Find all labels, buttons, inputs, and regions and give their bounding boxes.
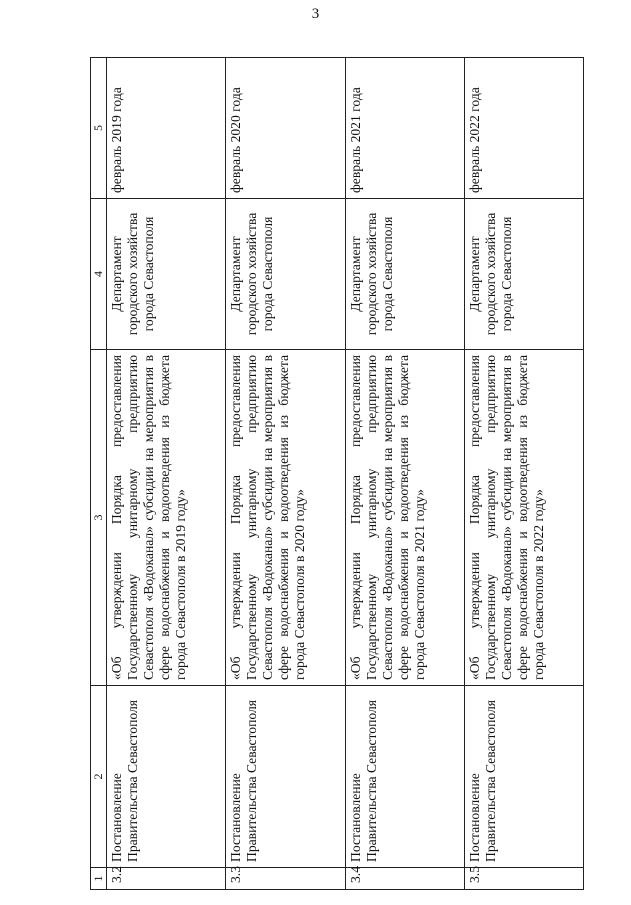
table-row bbox=[464, 58, 583, 890]
document-type: Постановление Правительства Севастополя bbox=[345, 686, 464, 868]
header-row bbox=[91, 58, 107, 890]
responsible-body: Департамент городского хозяйства города Севастополя bbox=[345, 199, 464, 350]
col-header-3: 3 bbox=[91, 350, 107, 686]
deadline: февраль 2022 года bbox=[464, 58, 583, 199]
document-title: «Об утверждении Порядка предоставления Государственному унитарному предприятию Севастополя «Водоканал» субсидии на мероприятия в сфере водоснабжения и водоотведения из бюджета города Севастополя в 2020 году» bbox=[226, 350, 345, 686]
table-row bbox=[226, 58, 345, 890]
col-header-2: 2 bbox=[91, 686, 107, 868]
deadline: февраль 2021 года bbox=[345, 58, 464, 199]
col-header-1: 1 bbox=[91, 868, 107, 890]
row-number: 3.5 bbox=[464, 868, 583, 890]
document-title: «Об утверждении Порядка предоставления Государственному унитарному предприятию Севастополя «Водоканал» субсидии на мероприятия в сфере водоснабжения и водоотведения из бюджета города Севастополя в 2021 году» bbox=[345, 350, 464, 686]
document-type: Постановление Правительства Севастополя bbox=[107, 686, 226, 868]
page-number: 3 bbox=[311, 6, 320, 22]
responsible-body: Департамент городского хозяйства города Севастополя bbox=[107, 199, 226, 350]
rotated-table-frame bbox=[90, 58, 584, 890]
row-number: 3.4 bbox=[345, 868, 464, 890]
table-row bbox=[345, 58, 464, 890]
responsible-body: Департамент городского хозяйства города Севастополя bbox=[464, 199, 583, 350]
document-title: «Об утверждении Порядка предоставления Государственному унитарному предприятию Севастополя «Водоканал» субсидии на мероприятия в сфере водоснабжения и водоотведения из бюджета города Севастополя в 2019 году» bbox=[107, 350, 226, 686]
responsible-body: Департамент городского хозяйства города Севастополя bbox=[226, 199, 345, 350]
deadline: февраль 2020 года bbox=[226, 58, 345, 199]
col-header-4: 4 bbox=[91, 199, 107, 350]
measures-table bbox=[90, 57, 584, 890]
document-type: Постановление Правительства Севастополя bbox=[226, 686, 345, 868]
col-header-5: 5 bbox=[91, 58, 107, 199]
document-type: Постановление Правительства Севастополя bbox=[464, 686, 583, 868]
deadline: февраль 2019 года bbox=[107, 58, 226, 199]
table-row bbox=[107, 58, 226, 890]
row-number: 3.3 bbox=[226, 868, 345, 890]
document-title: «Об утверждении Порядка предоставления Государственному унитарному предприятию Севастополя «Водоканал» субсидии на мероприятия в сфере водоснабжения и водоотведения из бюджета города Севастополя в 2022 году» bbox=[464, 350, 583, 686]
row-number: 3.2 bbox=[107, 868, 226, 890]
